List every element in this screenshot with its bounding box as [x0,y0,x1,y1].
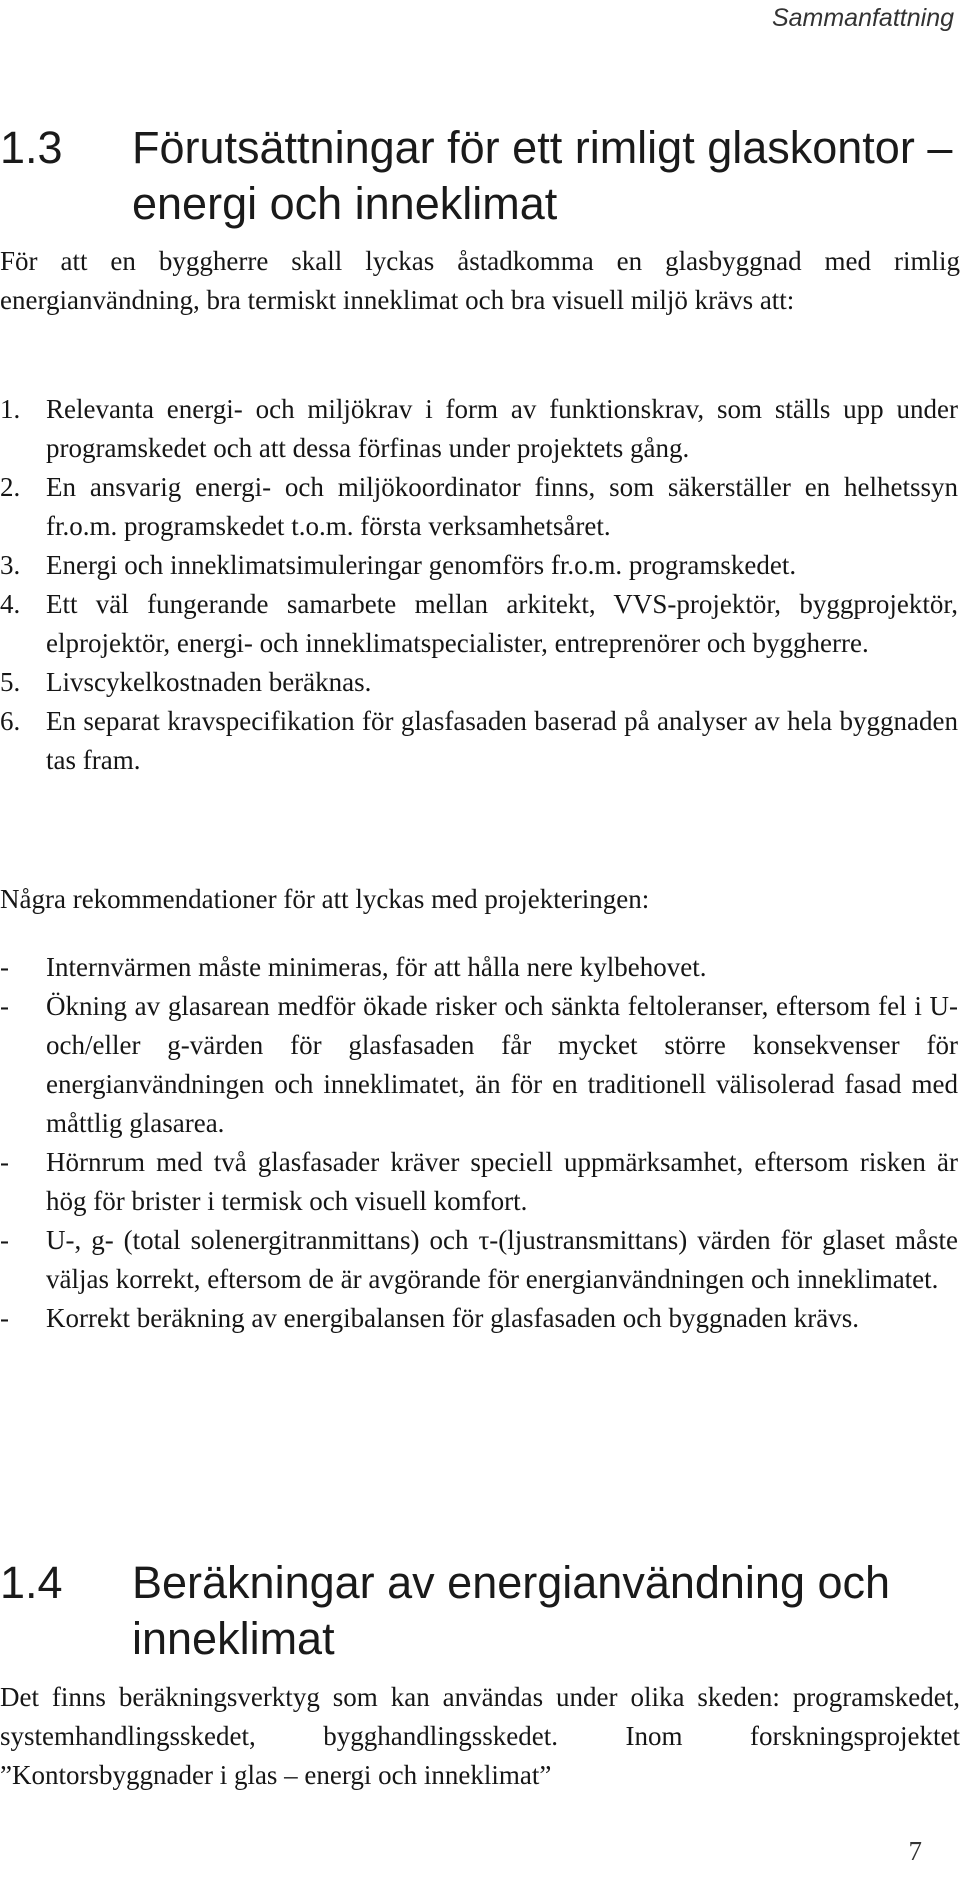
page-number: 7 [908,1836,922,1866]
list-item-text: Internvärmen måste minimeras, för att hålla nere kylbehovet. [46,952,707,982]
recommendations-list [0,948,958,1338]
section-title: Beräkningar av energianvändning och inneklimat [132,1557,891,1664]
list-marker: - [0,1303,9,1333]
list-marker: 2. [0,472,21,502]
list-marker: - [0,1225,9,1255]
list-item [0,1221,958,1299]
list-item-text: En ansvarig energi- och miljökoordinator finns, som säkerställer en helhetssyn fr.o.m. programskedet t.o.m. första verksamhetsåret. [46,472,958,541]
section-1-3-intro: För att en byggherre skall lyckas åstadkomma en glasbyggnad med rimlig energianvändning, bra termiskt inneklimat och bra visuell miljö krävs att: [0,246,960,315]
list-marker: 1. [0,394,21,424]
list-item [0,948,958,987]
list-item-text: Hörnrum med två glasfasader kräver speciell uppmärksamhet, eftersom risken är hög för brister i termisk och visuell komfort. [46,1147,958,1216]
list-item [0,987,958,1143]
requirements-list [0,390,958,780]
list-marker: 5. [0,667,21,697]
list-marker: - [0,952,9,982]
list-marker: 3. [0,550,21,580]
list-item [0,390,958,468]
list-marker: 4. [0,589,21,619]
section-1-4-body: Det finns beräkningsverktyg som kan användas under olika skeden: programskedet, systemhandlingsskedet, bygghandlingsskedet. Inom forskningsprojektet ”Kontorsbyggnader i glas – energi och inneklimat” [0,1682,960,1790]
list-item [0,585,958,663]
running-header: Sammanfattning [771,4,954,32]
list-marker: 6. [0,706,21,736]
list-item-text: Energi och inneklimatsimuleringar genomförs fr.o.m. programskedet. [46,550,797,580]
list-marker: - [0,1147,9,1177]
list-item [0,546,958,585]
list-item-text: Ett väl fungerande samarbete mellan arkitekt, VVS-projektör, byggprojektör, elprojektör, energi- och inneklimatspecialister, entreprenörer och byggherre. [46,589,958,658]
list-item [0,1299,958,1338]
section-title: Förutsättningar för ett rimligt glaskontor – energi och inneklimat [132,122,953,229]
section-1-3-heading [0,120,960,232]
list-item-text: Ökning av glasarean medför ökade risker och sänkta feltoleranser, eftersom fel i U- och/eller g-värden för glasfasaden får mycket större konsekvenser för energianvändningen och inneklimatet, än för en traditionell välisolerad fasad med måttlig glasarea. [46,991,958,1138]
recommendations-intro: Några rekommendationer för att lyckas med projekteringen: [0,884,650,914]
section-number: 1.3 [0,122,63,173]
section-number: 1.4 [0,1557,63,1608]
section-1-4-heading [0,1555,960,1667]
list-item-text: Livscykelkostnaden beräknas. [46,667,372,697]
list-item [0,468,958,546]
list-marker: - [0,991,9,1021]
list-item [0,1143,958,1221]
list-item-text: En separat kravspecifikation för glasfasaden baserad på analyser av hela byggnaden tas fram. [46,706,958,775]
list-item-text: Relevanta energi- och miljökrav i form av funktionskrav, som ställs upp under programskedet och att dessa förfinas under projektets gång. [46,394,958,463]
list-item-text: U-, g- (total solenergitranmittans) och τ-(ljustransmittans) värden för glaset måste väljas korrekt, eftersom de är avgörande för energianvändningen och inneklimatet. [46,1225,958,1294]
list-item [0,663,958,702]
list-item-text: Korrekt beräkning av energibalansen för glasfasaden och byggnaden krävs. [46,1303,859,1333]
list-item [0,702,958,780]
